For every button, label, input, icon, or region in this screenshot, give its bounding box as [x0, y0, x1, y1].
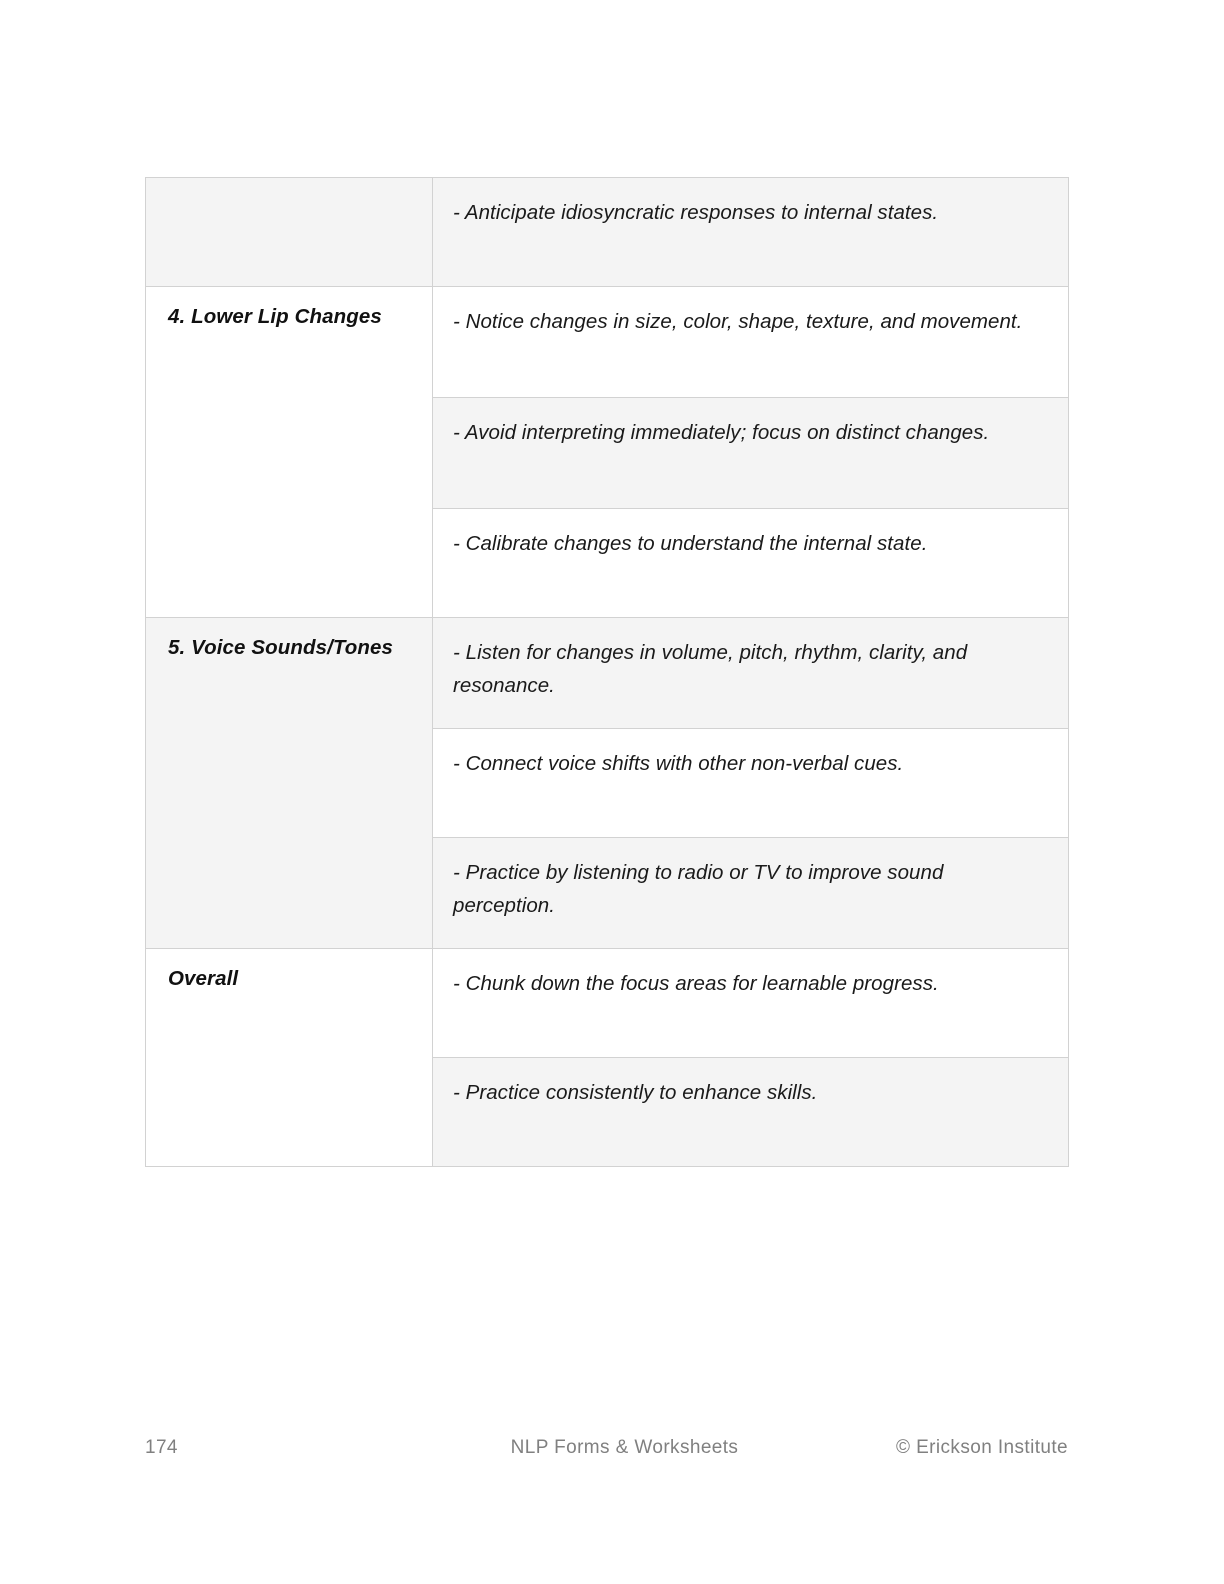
guidance-cell: - Calibrate changes to understand the internal state.	[433, 509, 1069, 618]
guidance-cell: - Practice consistently to enhance skills.	[433, 1058, 1069, 1167]
table-row	[146, 949, 1069, 1058]
worksheet-table	[145, 177, 1069, 1167]
table-row	[146, 287, 1069, 398]
worksheet-table-container	[145, 177, 1068, 1167]
footer-page-number: 174	[145, 1437, 178, 1458]
guidance-cell: - Avoid interpreting immediately; focus on distinct changes.	[433, 398, 1069, 509]
guidance-cell: - Practice by listening to radio or TV to improve sound perception.	[433, 838, 1069, 949]
worksheet-table-body	[146, 178, 1069, 1167]
guidance-cell: - Connect voice shifts with other non-verbal cues.	[433, 729, 1069, 838]
page-footer	[145, 1434, 1068, 1462]
guidance-cell: - Chunk down the focus areas for learnable progress.	[433, 949, 1069, 1058]
guidance-cell: - Anticipate idiosyncratic responses to internal states.	[433, 178, 1069, 287]
focus-area-label: Overall	[146, 949, 433, 1167]
focus-area-label	[146, 178, 433, 287]
footer-copyright: © Erickson Institute	[896, 1437, 1068, 1458]
guidance-cell: - Notice changes in size, color, shape, texture, and movement.	[433, 287, 1069, 398]
focus-area-label: 4. Lower Lip Changes	[146, 287, 433, 618]
table-row	[146, 178, 1069, 287]
focus-area-label: 5. Voice Sounds/Tones	[146, 618, 433, 949]
footer-title: NLP Forms & Worksheets	[510, 1437, 739, 1458]
table-row	[146, 618, 1069, 729]
guidance-cell: - Listen for changes in volume, pitch, rhythm, clarity, and resonance.	[433, 618, 1069, 729]
